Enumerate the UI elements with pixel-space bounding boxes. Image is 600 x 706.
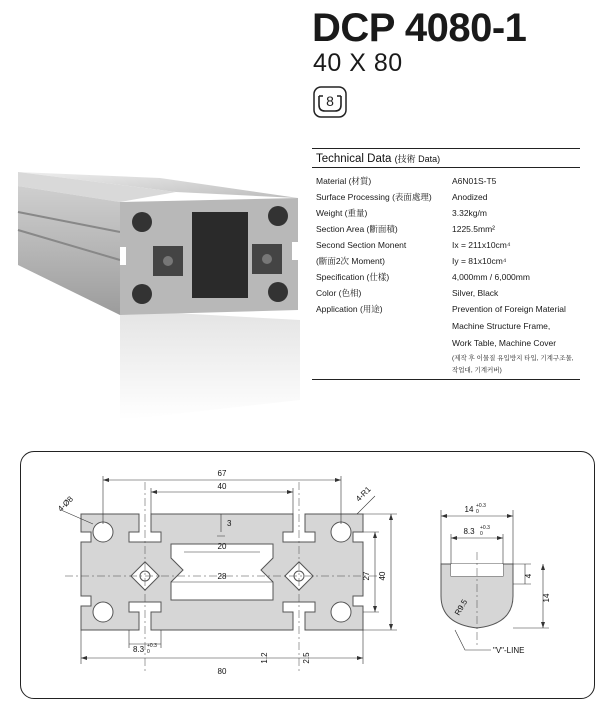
- dim-hole-callout: 4-Ø8: [56, 494, 75, 514]
- spec-key: Weight (重量): [316, 208, 368, 218]
- dim-27: 27: [362, 571, 371, 581]
- dim-28: 28: [217, 572, 227, 581]
- slot-dim-14: 14: [464, 505, 474, 514]
- technical-drawing-frame: [20, 451, 595, 699]
- dim-8-3-tolerance-zero: 0: [147, 649, 150, 655]
- spec-value: Prevention of Foreign Material: [452, 304, 566, 314]
- dim-67: 67: [217, 469, 227, 478]
- dim-3: 3: [227, 519, 232, 528]
- dim-20: 20: [217, 542, 227, 551]
- spec-value: Silver, Black: [452, 288, 499, 298]
- spec-value: Anodized: [452, 192, 488, 202]
- spec-key: Second Section Monent: [316, 240, 407, 250]
- cross-section-drawing: [21, 452, 596, 700]
- slot-dim-4: 4: [524, 573, 533, 579]
- slot-radius: R9.5: [452, 597, 470, 617]
- dim-2-5: 2.5: [302, 652, 311, 664]
- spec-key: (斷面2次 Moment): [316, 256, 385, 266]
- product-size: 40 X 80: [313, 49, 403, 77]
- dim-8-3-tolerance: +0.3: [147, 643, 157, 649]
- spec-value: Ix = 211x10cm⁴: [452, 240, 511, 250]
- dim-radius-callout: 4-R1: [354, 484, 373, 504]
- dim-40-side: 40: [378, 571, 387, 581]
- technical-data-heading: [312, 148, 580, 168]
- spec-key: Material (材質): [316, 176, 372, 186]
- product-title: DCP 4080-1: [312, 6, 527, 50]
- technical-data-table: [312, 168, 580, 380]
- svg-text:8: 8: [326, 93, 334, 109]
- slot-detail: [441, 503, 551, 655]
- spec-value: 1225.5mm²: [452, 224, 495, 234]
- product-render-image: [0, 150, 310, 450]
- spec-value: A6N01S-T5: [452, 176, 497, 186]
- spec-value: 3.32kg/m: [452, 208, 487, 218]
- spec-key: Application (用途): [316, 304, 383, 314]
- dim-40-top: 40: [217, 482, 227, 491]
- slot-v-line-label: "V"-LINE: [493, 646, 525, 655]
- technical-data-panel: [312, 148, 580, 380]
- spec-note-line: (제작 후 이물질 유입방지 타입, 기계구조물,: [452, 355, 574, 362]
- spec-value: Machine Structure Frame,: [452, 321, 551, 331]
- spec-key: Surface Processing (表面處理): [316, 192, 432, 202]
- slot-dim-8-3-tolerance-zero: 0: [480, 531, 483, 537]
- spec-key: Color (色相): [316, 288, 362, 298]
- slot-dim-14-tolerance: +0.3: [476, 503, 486, 509]
- dim-8-3: 8.3: [133, 645, 145, 654]
- dim-80: 80: [217, 667, 227, 676]
- slot-dim-14-tolerance-zero: 0: [476, 509, 479, 515]
- spec-value: 4,000mm / 6,000mm: [452, 272, 530, 282]
- spec-value: Work Table, Machine Cover: [452, 338, 557, 348]
- spec-note-line: 작업대, 기계커버): [452, 367, 502, 374]
- spec-key: Specification (仕樣): [316, 272, 390, 282]
- slot-dim-14-side: 14: [542, 593, 551, 603]
- spec-value: Iy = 81x10cm⁴: [452, 256, 507, 266]
- technical-data-subtitle: (技術 Data): [394, 154, 441, 164]
- spec-key: Section Area (斷面積): [316, 224, 398, 234]
- slot-dim-8-3-tolerance: +0.3: [480, 525, 490, 531]
- slot-dim-8-3: 8.3: [463, 527, 475, 536]
- dim-1-2: 1.2: [260, 652, 269, 664]
- slot-8-icon: [313, 86, 347, 118]
- technical-data-title: Technical Data: [316, 153, 392, 165]
